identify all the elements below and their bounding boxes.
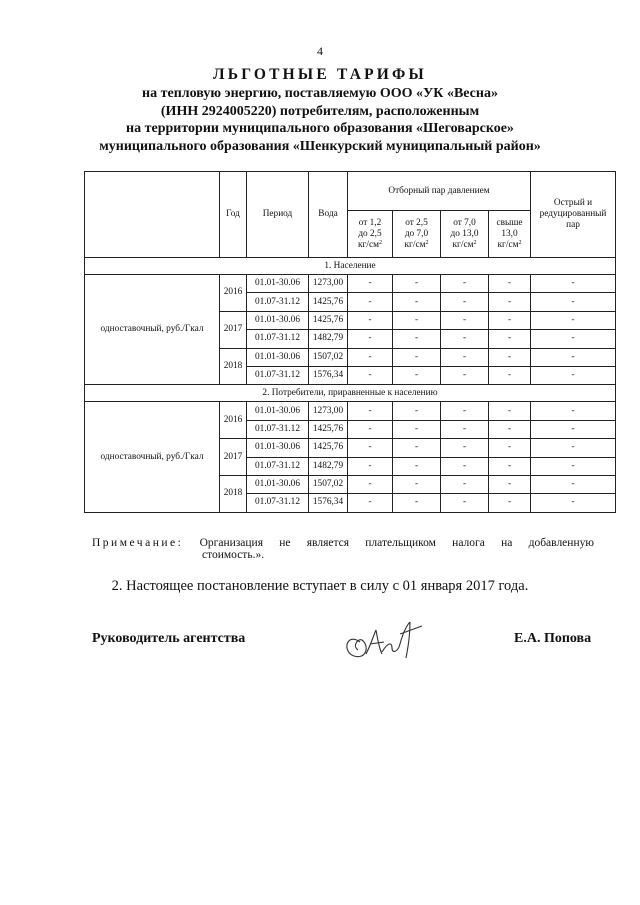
- category-cell: одноставочный, руб./Гкал: [85, 402, 220, 512]
- header-category: [85, 172, 220, 258]
- sharp-steam-cell: -: [531, 366, 616, 384]
- header-steam-col-l1: от 2,5: [405, 217, 428, 228]
- sharp-steam-cell: -: [531, 293, 616, 311]
- steam-cell: -: [393, 275, 441, 293]
- sharp-steam-cell: -: [531, 275, 616, 293]
- period-cell: 01.07-31.12: [247, 457, 309, 475]
- section-title: 1. Население: [85, 258, 616, 275]
- header-year: Год: [220, 172, 247, 258]
- steam-cell: -: [348, 420, 393, 438]
- water-cell: 1425,76: [309, 420, 348, 438]
- steam-cell: -: [441, 330, 489, 348]
- year-cell: 2016: [220, 275, 247, 312]
- note-word: плательщиком: [365, 537, 436, 549]
- water-cell: 1576,34: [309, 494, 348, 512]
- period-cell: 01.07-31.12: [247, 330, 309, 348]
- tariff-table: [84, 171, 616, 513]
- steam-cell: -: [441, 439, 489, 457]
- steam-cell: -: [348, 475, 393, 493]
- steam-cell: -: [348, 275, 393, 293]
- header-steam-col: [441, 211, 489, 258]
- header-steam-col-l2: до 13,0: [450, 228, 479, 239]
- header-steam-col: [393, 211, 441, 258]
- header-steam-col-unit: кг/см: [404, 239, 426, 250]
- sharp-steam-cell: -: [531, 311, 616, 329]
- header-sharp-steam: Острый и редуцированный пар: [531, 172, 616, 258]
- steam-cell: -: [489, 402, 531, 420]
- header-steam-col-l2: до 2,5: [358, 228, 382, 239]
- note: [92, 537, 594, 561]
- sharp-steam-cell: -: [531, 439, 616, 457]
- steam-cell: -: [393, 402, 441, 420]
- period-cell: 01.07-31.12: [247, 366, 309, 384]
- note-word: является: [306, 537, 350, 549]
- steam-cell: -: [393, 475, 441, 493]
- header-steam-col-sup: 2: [518, 239, 522, 246]
- period-cell: 01.01-30.06: [247, 402, 309, 420]
- sharp-steam-cell: -: [531, 402, 616, 420]
- water-cell: 1425,76: [309, 439, 348, 457]
- section-row: [85, 385, 616, 402]
- steam-cell: -: [348, 439, 393, 457]
- decree-text: 2. Настоящее постановление вступает в силу с 01 января 2017 года.: [111, 578, 529, 594]
- year-cell: 2016: [220, 402, 247, 439]
- header-steam-col-l1: от 7,0: [453, 217, 476, 228]
- steam-cell: -: [489, 439, 531, 457]
- note-line-2: стоимость.».: [202, 549, 265, 561]
- sharp-steam-cell: -: [531, 420, 616, 438]
- steam-cell: -: [441, 311, 489, 329]
- water-cell: 1482,79: [309, 457, 348, 475]
- steam-cell: -: [489, 366, 531, 384]
- steam-cell: -: [489, 293, 531, 311]
- steam-cell: -: [489, 420, 531, 438]
- steam-cell: -: [348, 348, 393, 366]
- steam-cell: -: [489, 348, 531, 366]
- header-steam-col-l2: до 7,0: [404, 228, 429, 239]
- steam-cell: -: [393, 457, 441, 475]
- signature-image: [336, 612, 426, 666]
- header-steam-col-sup: 2: [473, 239, 477, 246]
- title-line: на территории муниципального образования «Шеговарское»: [126, 121, 514, 136]
- steam-cell: -: [393, 311, 441, 329]
- period-cell: 01.07-31.12: [247, 420, 309, 438]
- header-steam-col-l2: 13,0: [501, 228, 518, 239]
- steam-cell: -: [441, 457, 489, 475]
- steam-cell: -: [348, 330, 393, 348]
- period-cell: 01.01-30.06: [247, 348, 309, 366]
- steam-cell: -: [393, 293, 441, 311]
- period-cell: 01.07-31.12: [247, 494, 309, 512]
- header-steam-col-unit: кг/см: [497, 239, 519, 250]
- steam-cell: -: [348, 293, 393, 311]
- sharp-steam-cell: -: [531, 330, 616, 348]
- steam-cell: -: [441, 402, 489, 420]
- year-cell: 2018: [220, 475, 247, 512]
- steam-cell: -: [348, 494, 393, 512]
- sharp-steam-cell: -: [531, 457, 616, 475]
- steam-cell: -: [393, 439, 441, 457]
- note-word: налога: [452, 537, 485, 549]
- steam-cell: -: [489, 275, 531, 293]
- document-title: [20, 66, 620, 155]
- water-cell: 1482,79: [309, 330, 348, 348]
- period-cell: 01.01-30.06: [247, 275, 309, 293]
- water-cell: 1507,02: [309, 348, 348, 366]
- year-cell: 2018: [220, 348, 247, 385]
- steam-cell: -: [441, 475, 489, 493]
- header-steam-col-sup: 2: [378, 239, 382, 246]
- steam-cell: -: [489, 457, 531, 475]
- title-line: (ИНН 2924005220) потребителям, расположенным: [160, 103, 480, 119]
- note-word: Организация: [199, 537, 263, 549]
- water-cell: 1273,00: [309, 402, 348, 420]
- water-cell: 1507,02: [309, 475, 348, 493]
- category-cell: одноставочный, руб./Гкал: [85, 275, 220, 385]
- water-cell: 1425,76: [309, 311, 348, 329]
- note-word: не: [279, 537, 291, 549]
- note-label: Примечание:: [92, 537, 184, 549]
- steam-cell: -: [393, 330, 441, 348]
- title-line: на тепловую энергию, поставляемую ООО «УК «Весна»: [142, 86, 498, 101]
- steam-cell: -: [348, 402, 393, 420]
- table-row: [85, 402, 616, 420]
- note-line-1: [92, 537, 594, 549]
- steam-cell: -: [441, 494, 489, 512]
- header-steam-col-l1: свыше: [496, 217, 523, 228]
- header-period: Период: [247, 172, 309, 258]
- section-row: [85, 258, 616, 275]
- section-title: 2. Потребители, приравненные к населению: [85, 385, 616, 402]
- header-steam-group: Отборный пар давлением: [348, 172, 531, 211]
- header-steam-col-unit: кг/см: [452, 239, 474, 250]
- title-main: ЛЬГОТНЫЕ ТАРИФЫ: [213, 66, 427, 83]
- signoff-name: Е.А. Попова: [514, 631, 592, 646]
- title-line: муниципального образования «Шенкурский муниципальный район»: [99, 138, 541, 154]
- header-steam-col-l1: от 1,2: [358, 217, 382, 228]
- year-cell: 2017: [220, 439, 247, 476]
- header-steam-col: [489, 211, 531, 258]
- steam-cell: -: [393, 420, 441, 438]
- steam-cell: -: [348, 366, 393, 384]
- period-cell: 01.01-30.06: [247, 439, 309, 457]
- table-row: [85, 275, 616, 293]
- period-cell: 01.01-30.06: [247, 475, 309, 493]
- steam-cell: -: [393, 348, 441, 366]
- period-cell: 01.01-30.06: [247, 311, 309, 329]
- header-steam-col-sup: 2: [425, 239, 429, 246]
- steam-cell: -: [489, 475, 531, 493]
- note-word: добавленную: [528, 537, 594, 549]
- steam-cell: -: [441, 348, 489, 366]
- steam-cell: -: [441, 293, 489, 311]
- page-number: 4: [317, 44, 323, 58]
- steam-cell: -: [348, 457, 393, 475]
- steam-cell: -: [348, 311, 393, 329]
- steam-cell: -: [441, 420, 489, 438]
- year-cell: 2017: [220, 311, 247, 348]
- steam-cell: -: [489, 311, 531, 329]
- steam-cell: -: [393, 494, 441, 512]
- water-cell: 1273,00: [309, 275, 348, 293]
- steam-cell: -: [489, 494, 531, 512]
- water-cell: 1425,76: [309, 293, 348, 311]
- header-steam-col-unit: кг/см: [358, 239, 379, 250]
- sharp-steam-cell: -: [531, 348, 616, 366]
- water-cell: 1576,34: [309, 366, 348, 384]
- sharp-steam-cell: -: [531, 494, 616, 512]
- sharp-steam-cell: -: [531, 475, 616, 493]
- steam-cell: -: [489, 330, 531, 348]
- header-water: Вода: [309, 172, 348, 258]
- steam-cell: -: [441, 366, 489, 384]
- steam-cell: -: [393, 366, 441, 384]
- signoff-position: Руководитель агентства: [92, 631, 246, 646]
- header-steam-col: [348, 211, 393, 258]
- steam-cell: -: [441, 275, 489, 293]
- note-word: на: [501, 537, 513, 549]
- period-cell: 01.07-31.12: [247, 293, 309, 311]
